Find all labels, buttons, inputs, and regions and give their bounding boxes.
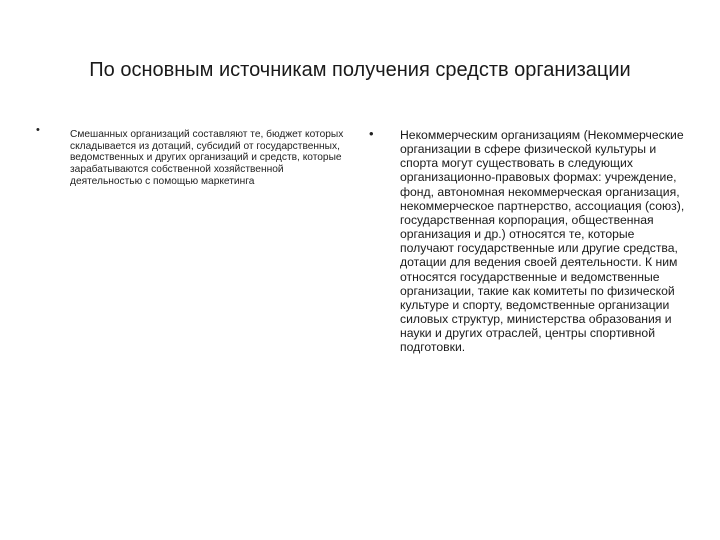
right-column-text: Некоммерческим организациям (Некоммерческие организации в сфере физической культуры и спорта могут существовать в следующих организационно-правовых формах: учреждение, фонд, автономная некоммерческая организация, некоммерческое партнерство, ассоциация (союз), государственная корпорация, общественная организация и др.) относятся те, которые получают государственные или другие средства, дотации для ведения своей деятельности. К ним относятся государственные и ведомственные организации, такие как комитеты по физической культуре и спорту, ведомственные организации силовых структур, министерства образования и науки и других отраслей, центры спортивной подготовки. — [400, 128, 685, 355]
slide-title: По основным источникам получения средств организации — [89, 59, 631, 81]
right-bullet-icon: • — [369, 126, 374, 141]
left-column-text: Смешанных организаций составляют те, бюджет которых складывается из дотаций, субсидий от государственных, ведомственных и других организаций и средств, которые зарабатываются собственной хозяйственной деятельностью с помощью маркетинга — [70, 129, 344, 187]
left-bullet-icon: • — [36, 124, 40, 136]
